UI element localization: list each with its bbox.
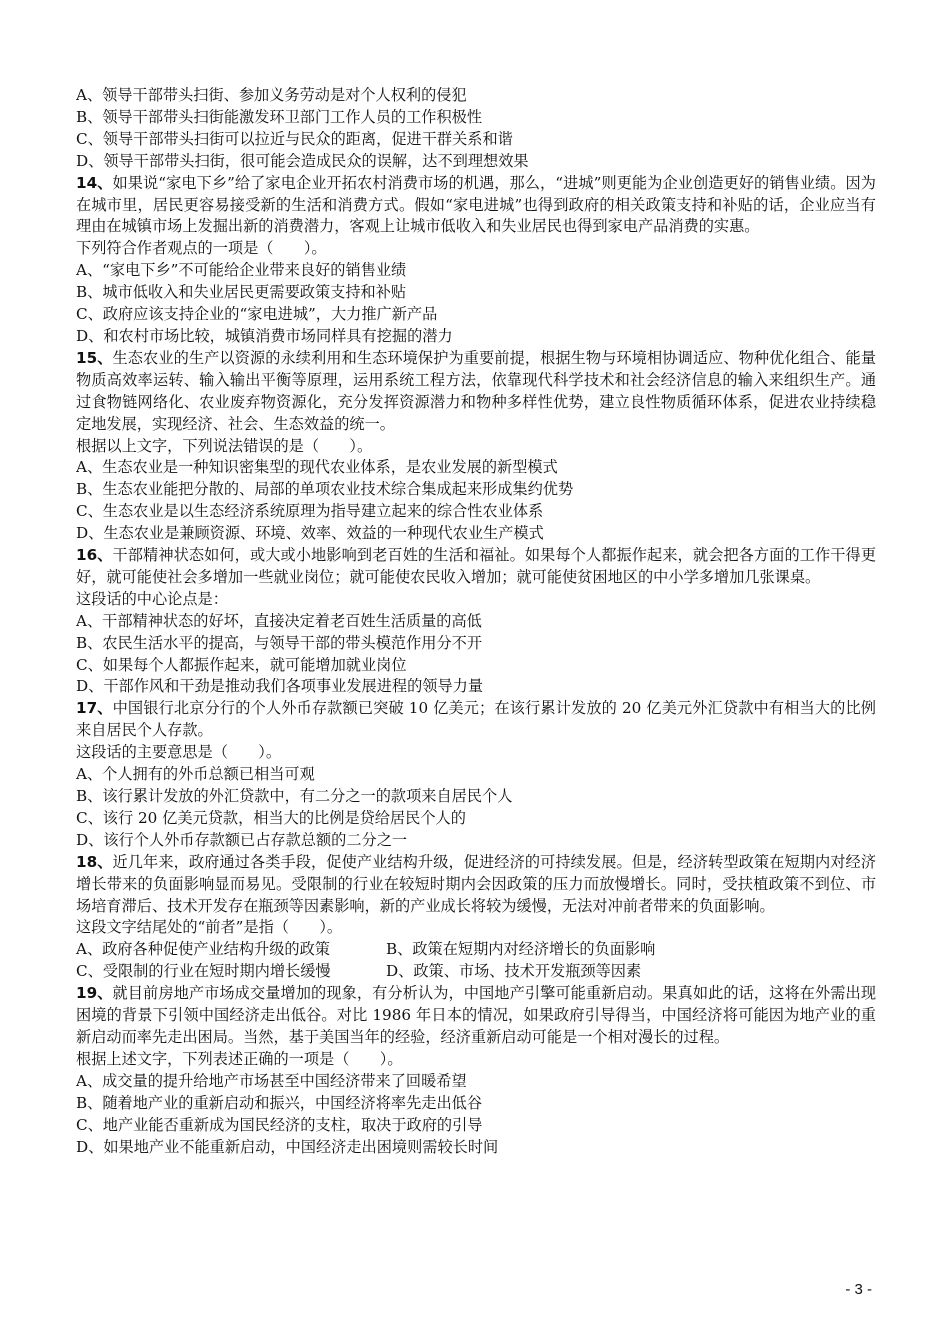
option-line: B、随着地产业的重新启动和振兴，中国经济将率先走出低谷 [76, 1093, 483, 1112]
question-stem [76, 698, 876, 742]
option-line: A、成交量的提升给地产市场甚至中国经济带来了回暖希望 [76, 1071, 467, 1090]
question-stem [76, 545, 876, 589]
option-line: C、政府应该支持企业的“家电进城”，大力推广新产品 [76, 305, 438, 324]
option-item: D、政策、市场、技术开发瓶颈等因素 [386, 962, 642, 981]
option-line: C、领导干部带头扫街可以拉近与民众的距离，促进干群关系和谐 [76, 129, 513, 148]
option-line: C、地产业能否重新成为国民经济的支柱，取决于政府的引导 [76, 1115, 483, 1134]
page-number: - 3 - [845, 1281, 872, 1298]
option-item: B、政策在短期内对经济增长的负面影响 [386, 940, 656, 959]
option-line: D、领导干部带头扫街，很可能会造成民众的误解，达不到理想效果 [76, 151, 529, 170]
option-line: A、领导干部带头扫街、参加义务劳动是对个人权利的侵犯 [76, 86, 467, 104]
question-text: 中国银行北京分行的个人外币存款额已突破 10 亿美元；在该行累计发放的 20 亿美元外汇贷款中有相当大的比例来自居民个人存款。 [76, 699, 876, 740]
document-body [76, 85, 876, 1158]
question-text: 生态农业的生产以资源的永续利用和生态环境保护为重要前提，根据生物与环境相协调适应、物种优化组合、能量物质高效率运转、输入输出平衡等原理，运用系统工程方法，依靠现代科学技术和社会经济信息的输入来组织生产。通过食物链网络化、农业废弃物资源化，充分发挥资源潜力和物种多样性优势，建立良性物质循环体系，促进农业持续稳定地发展，实现经济、社会、生态效益的统一。 [76, 348, 877, 433]
question-stem [76, 348, 876, 436]
question-stem [76, 983, 876, 1049]
option-line: A、个人拥有的外币总额已相当可观 [76, 765, 315, 784]
question-stem [76, 852, 876, 918]
option-line: B、农民生活水平的提高，与领导干部的带头模范作用分不开 [76, 633, 483, 652]
question-stem [76, 173, 876, 239]
option-line: D、和农村市场比较，城镇消费市场同样具有挖掘的潜力 [76, 326, 453, 345]
option-line: B、生态农业能把分散的、局部的单项农业技术综合集成起来形成集约优势 [76, 480, 574, 499]
question-number: 15、 [76, 348, 113, 367]
option-line: A、生态农业是一种知识密集型的现代农业体系，是农业发展的新型模式 [76, 458, 558, 477]
option-line: A、干部精神状态的好坏，直接决定着老百姓生活质量的高低 [76, 611, 482, 630]
question-prompt: 这段文字结尾处的“前者”是指（ ）。 [76, 918, 343, 937]
question-number: 17、 [76, 699, 113, 718]
option-line: D、如果地产业不能重新启动，中国经济走出困境则需较长时间 [76, 1137, 499, 1156]
option-line: B、该行累计发放的外汇贷款中，有二分之一的款项来自居民个人 [76, 787, 513, 805]
question-number: 18、 [76, 852, 113, 871]
question-prompt: 这段话的主要意思是（ ）。 [76, 743, 282, 762]
option-item: C、受限制的行业在短时期内增长缓慢 [76, 962, 331, 981]
option-line: B、城市低收入和失业居民更需要政策支持和补贴 [76, 283, 407, 302]
question-text: 干部精神状态如何，或大或小地影响到老百姓的生活和福祉。如果每个人都振作起来，就会把各方面的工作干得更好，就可能使社会多增加一些就业岗位；就可能使农民收入增加；就可能使贫困地区的中小学多增加几张课桌。 [76, 546, 877, 586]
option-line: B、领导干部带头扫街能激发环卫部门工作人员的工作积极性 [76, 107, 483, 126]
option-line: D、干部作风和干劲是推动我们各项事业发展进程的领导力量 [76, 677, 484, 696]
option-row [76, 939, 876, 961]
question-18 [76, 852, 876, 983]
option-line: C、如果每个人都振作起来，就可能增加就业岗位 [76, 655, 407, 674]
question-number: 14、 [76, 173, 113, 192]
question-prompt: 根据以上文字，下列说法错误的是（ ）。 [76, 436, 373, 455]
question-number: 19、 [76, 984, 113, 1003]
question-19 [76, 983, 876, 1158]
option-line: C、生态农业是以生态经济系统原理为指导建立起来的综合性农业体系 [76, 502, 544, 521]
option-line: D、该行个人外币存款额已占存款总额的二分之一 [76, 830, 408, 849]
option-row [76, 961, 876, 983]
question-14 [76, 173, 876, 348]
question-prompt: 根据上述文字，下列表述正确的一项是（ ）。 [76, 1049, 403, 1068]
question-text: 如果说“家电下乡”给了家电企业开拓农村消费市场的机遇，那么，“进城”则更能为企业创造更好的销售业绩。因为在城市里，居民更容易接受新的生活和消费方式。假如“家电进城”也得到政府的相关政策支持和补贴的话，企业应当有理由在城镇市场上发掘出新的消费潜力，客观上让城市低收入和失业居民也得到家电产品消费的实惠。 [76, 173, 876, 236]
question-prompt: 下列符合作者观点的一项是（ ）。 [76, 239, 327, 258]
question-text: 近几年来，政府通过各类手段，促使产业结构升级，促进经济的可持续发展。但是，经济转型政策在短期内对经济增长带来的负面影响显而易见。受限制的行业在较短时期内会因政策的压力而放慢增长。同时，受扶植政策不到位、市场培育滞后、技术开发存在瓶颈等因素影响，新的产业成长将较为缓慢，无法对冲前者带来的负面影响。 [76, 852, 877, 915]
question-prompt: 这段话的中心论点是： [76, 589, 228, 608]
question-16 [76, 545, 876, 698]
question-number: 16、 [76, 546, 113, 565]
question-text: 就目前房地产市场成交量增加的现象，有分析认为，中国地产引擎可能重新启动。果真如此的话，这将在外需出现困境的背景下引领中国经济走出低谷。对比 1986 年日本的情况，如果政府引导得当，中国经济将可能因为地产业的重新启动而率先走出困局。当然，基于美国当年的经验，经济重新启动可能是一个相对漫长的过程。 [76, 984, 877, 1046]
option-line: D、生态农业是兼顾资源、环境、效率、效益的一种现代农业生产模式 [76, 524, 544, 543]
question-15 [76, 348, 876, 545]
option-item: A、政府各种促使产业结构升级的政策 [76, 940, 330, 959]
option-line: A、“家电下乡”不可能给企业带来良好的销售业绩 [76, 261, 407, 280]
question-17 [76, 698, 876, 851]
lead-options [76, 85, 876, 173]
option-line: C、该行 20 亿美元贷款，相当大的比例是贷给居民个人的 [76, 808, 466, 827]
